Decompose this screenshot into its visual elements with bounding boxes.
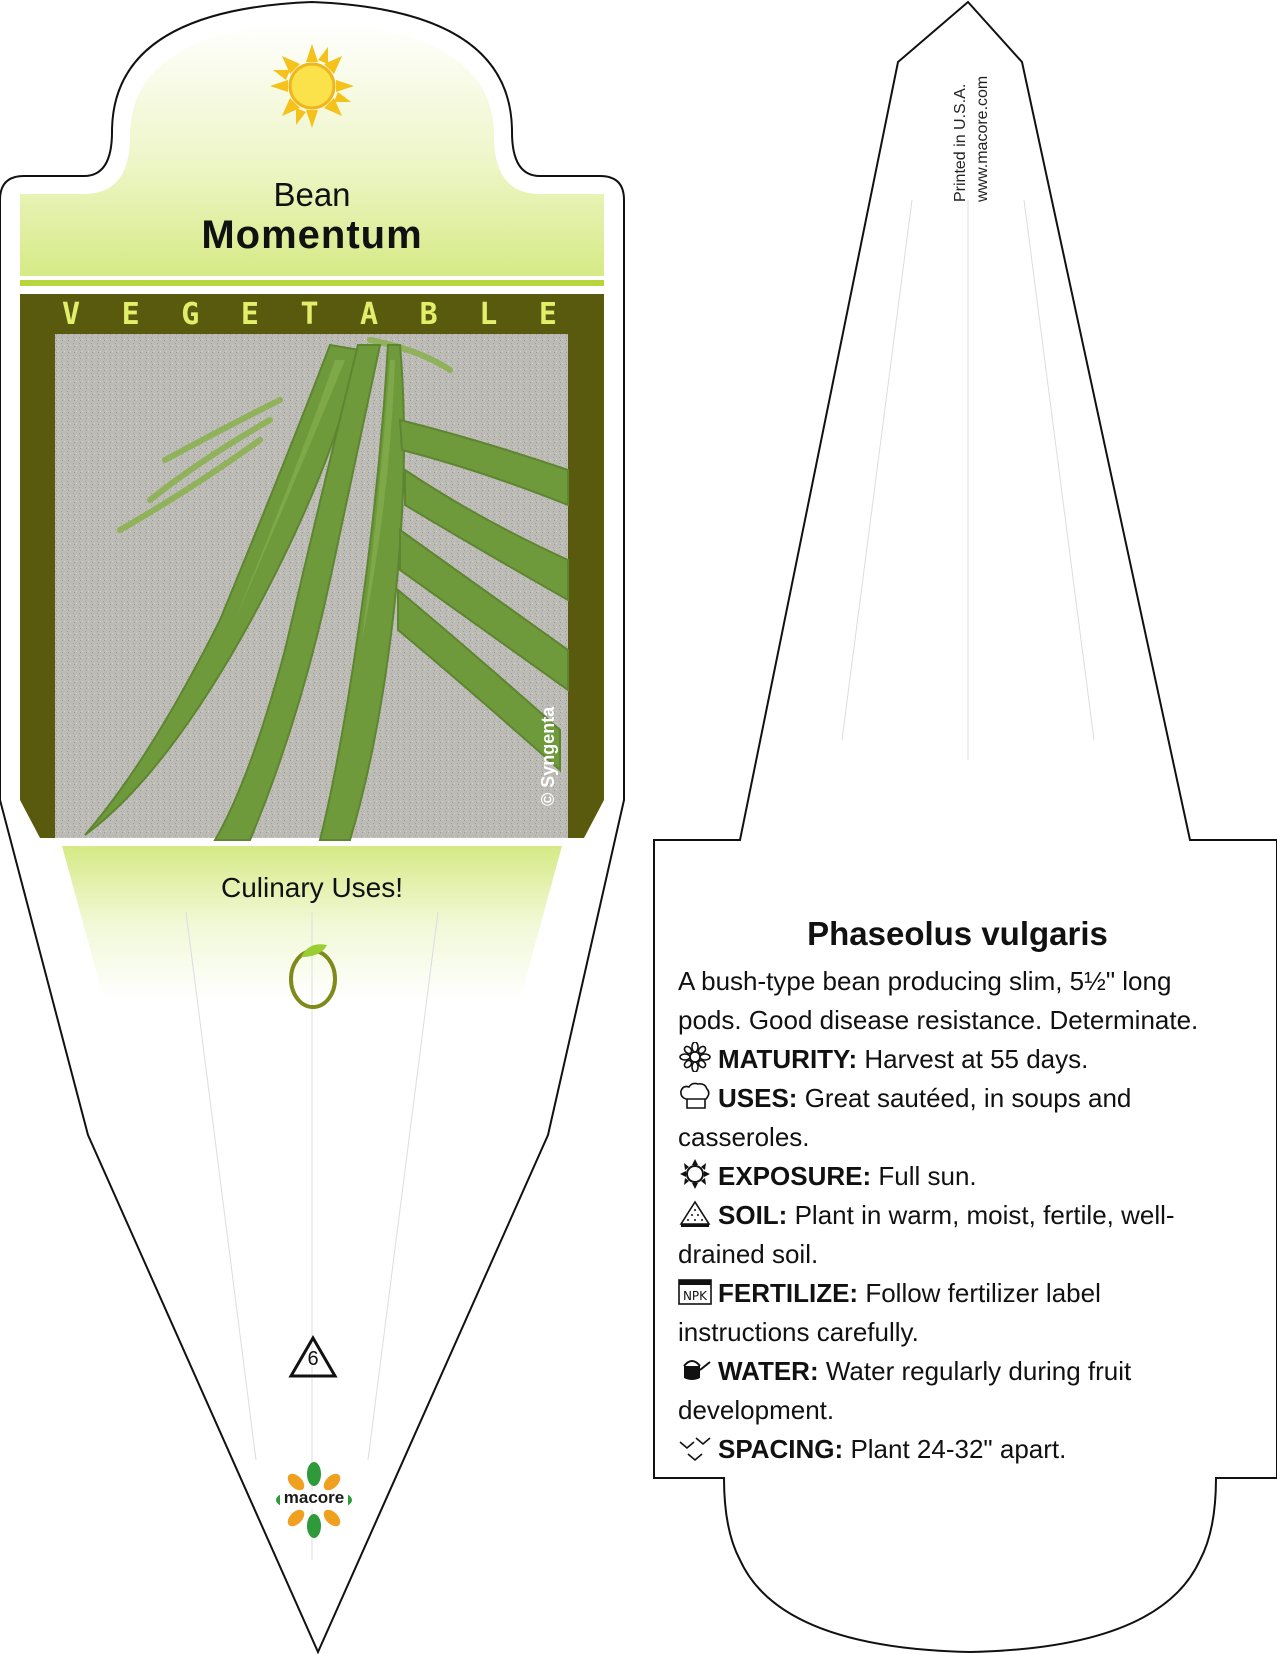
care-label: WATER: bbox=[718, 1356, 819, 1386]
website-label: www.macore.com bbox=[974, 75, 991, 202]
botanical-name: Phaseolus vulgaris bbox=[807, 915, 1108, 952]
care-row-fertilize bbox=[678, 1274, 1238, 1352]
category-letter: V bbox=[62, 296, 81, 332]
care-text: Great sautéed, in soups and casseroles. bbox=[678, 1083, 1132, 1152]
care-text: Plant in warm, moist, fertile, well-drained soil. bbox=[678, 1200, 1175, 1269]
brand-logo-text: macore bbox=[283, 1488, 345, 1507]
care-label: EXPOSURE: bbox=[718, 1161, 872, 1191]
care-row-maturity bbox=[678, 1040, 1238, 1079]
care-label: MATURITY: bbox=[718, 1044, 858, 1074]
care-row-water bbox=[678, 1352, 1238, 1430]
culinary-label: Culinary Uses! bbox=[220, 872, 404, 903]
soil-icon bbox=[678, 1198, 718, 1228]
care-label: SOIL: bbox=[718, 1200, 788, 1230]
svg-text:NPK: NPK bbox=[682, 1289, 708, 1303]
recycle-code: 6 bbox=[307, 1348, 319, 1370]
common-name: Bean bbox=[273, 176, 351, 213]
care-text: Follow fertilizer label instructions carefully. bbox=[678, 1278, 1101, 1347]
watering-can-icon bbox=[678, 1354, 718, 1384]
flower-icon bbox=[678, 1042, 718, 1072]
care-row-uses bbox=[678, 1079, 1238, 1157]
care-text: Water regularly during fruit development. bbox=[678, 1356, 1132, 1425]
category-letter: G bbox=[181, 296, 200, 332]
category-letter: E bbox=[538, 296, 557, 332]
care-text: Plant 24-32" apart. bbox=[850, 1434, 1067, 1464]
category-letter: E bbox=[121, 296, 140, 332]
description: A bush-type bean producing slim, 5½" long pods. Good disease resistance. Determinate. bbox=[678, 966, 1199, 1035]
sun-icon bbox=[678, 1159, 718, 1189]
category-letter: E bbox=[240, 296, 259, 332]
category-band bbox=[40, 296, 575, 332]
care-list bbox=[678, 1040, 1238, 1469]
sun-icon bbox=[270, 44, 354, 128]
category-letter: B bbox=[419, 296, 438, 332]
care-text: Harvest at 55 days. bbox=[864, 1044, 1089, 1074]
variety-name: Momentum bbox=[201, 213, 423, 257]
category-letter: T bbox=[300, 296, 319, 332]
care-label: USES: bbox=[718, 1083, 798, 1113]
care-label: FERTILIZE: bbox=[718, 1278, 859, 1308]
care-row-soil bbox=[678, 1196, 1238, 1274]
npk-icon bbox=[678, 1276, 718, 1306]
chef-hat-icon bbox=[678, 1081, 718, 1111]
category-letter: L bbox=[479, 296, 498, 332]
bean-photo bbox=[55, 334, 568, 840]
spacing-icon bbox=[678, 1432, 718, 1462]
photo-credit: © Syngenta bbox=[538, 706, 558, 806]
care-row-spacing bbox=[678, 1430, 1238, 1469]
care-text: Full sun. bbox=[878, 1161, 977, 1191]
header-rule bbox=[20, 280, 604, 286]
printed-in-label: Printed in U.S.A. bbox=[952, 83, 969, 202]
care-label: SPACING: bbox=[718, 1434, 844, 1464]
category-letter: A bbox=[360, 296, 379, 332]
care-row-exposure bbox=[678, 1157, 1238, 1196]
